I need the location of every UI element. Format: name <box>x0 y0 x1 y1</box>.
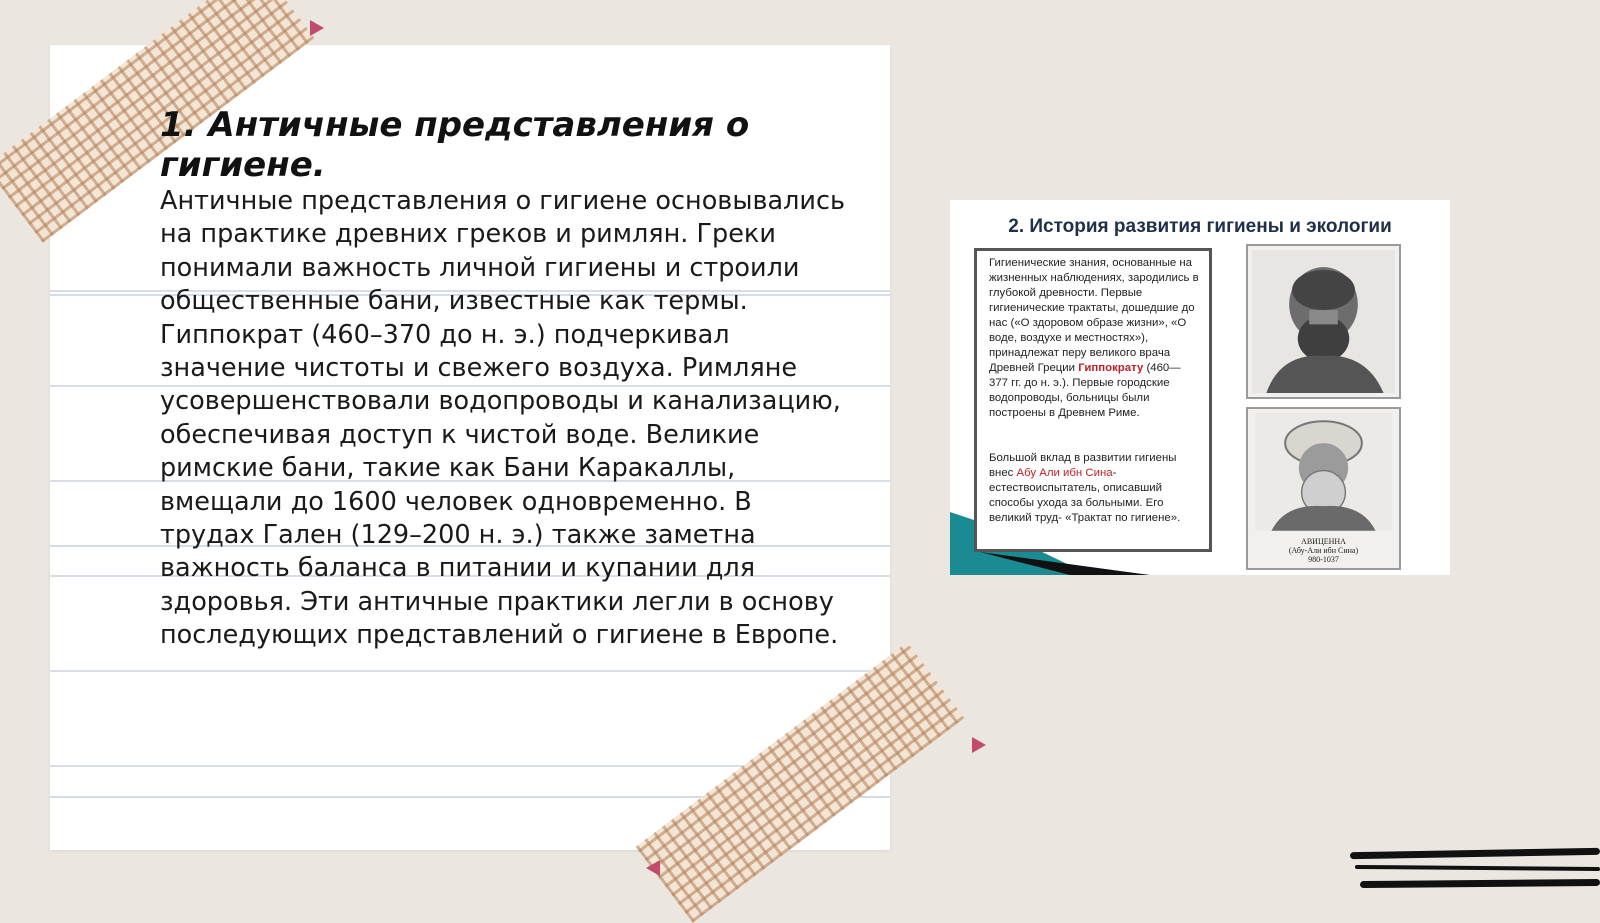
para2-text: Большой вклад в развитии гигиены внес <box>989 452 1177 479</box>
embedded-slide-title: 2. История развития гигиены и экологии <box>1008 216 1392 237</box>
hippocrates-portrait <box>1246 244 1401 399</box>
brush-stroke-decoration <box>1350 848 1600 859</box>
avicenna-portrait-icon <box>1252 413 1395 531</box>
embedded-slide-image <box>950 200 1450 575</box>
caption-line-2: (Абу-Али ибн Сина) <box>1288 546 1359 555</box>
tape-end-accent <box>972 737 986 753</box>
hippocrates-highlight: Гиппократу <box>1078 362 1144 374</box>
avicenna-portrait <box>1246 407 1401 570</box>
avicenna-caption <box>1248 537 1399 564</box>
embedded-slide-textbox <box>974 248 1212 552</box>
avicenna-highlight: Абу Али ибн Сина <box>1016 467 1113 479</box>
paper-rule-line <box>50 670 890 672</box>
history-paragraph-2 <box>989 451 1199 526</box>
tape-end-accent <box>646 860 660 876</box>
brush-stroke-decoration <box>1360 879 1600 888</box>
body-paragraph: Античные представления о гигиене основывались на практике древних греков и римлян. Греки понимали важность личной гигиены и строили общественные бани, известные как термы. Гиппократ (460–370 до н. э.) подчеркивал значение чистоты и свежего воздуха. Римляне усовершенствовали водопроводы и канализацию, обеспечивая доступ к чистой воде. Великие римские бани, такие как Бани Каракаллы, вмещали до 1600 человек одновременно. В трудах Гален (129–200 н. э.) также заметна важность баланса в питании и купании для здоровья. Эти античные практики легли в основу последующих представлений о гигиене в Европе. <box>160 186 846 651</box>
slide-title: 1. Античные представления о гигиене. <box>160 105 750 185</box>
para1-text-end: (460—377 гг. до н. э.). Первые городские водопроводы, больницы были построены в Древнем Риме. <box>989 362 1181 419</box>
history-paragraph-1 <box>989 256 1199 421</box>
caption-line-3: 980-1037 <box>1308 555 1339 564</box>
hippocrates-portrait-icon <box>1252 250 1395 393</box>
para1-text: Гигиенические знания, основанные на жизненных наблюдениях, зародились в глубокой древности. Первые гигиенические трактаты, дошедшие до нас («О здоровом образе жизни», «О воде, воздухе и местностях»), принадлежат перу великого врача Древней Греции <box>989 257 1199 374</box>
para2-text-end: - естествоиспытатель, описавший способы ухода за больными. Его великий труд- «Трактат по гигиене». <box>989 467 1181 524</box>
caption-line-1: АВИЦЕННА <box>1301 537 1346 546</box>
brush-stroke-decoration <box>1355 865 1600 871</box>
tape-end-accent <box>310 20 324 36</box>
